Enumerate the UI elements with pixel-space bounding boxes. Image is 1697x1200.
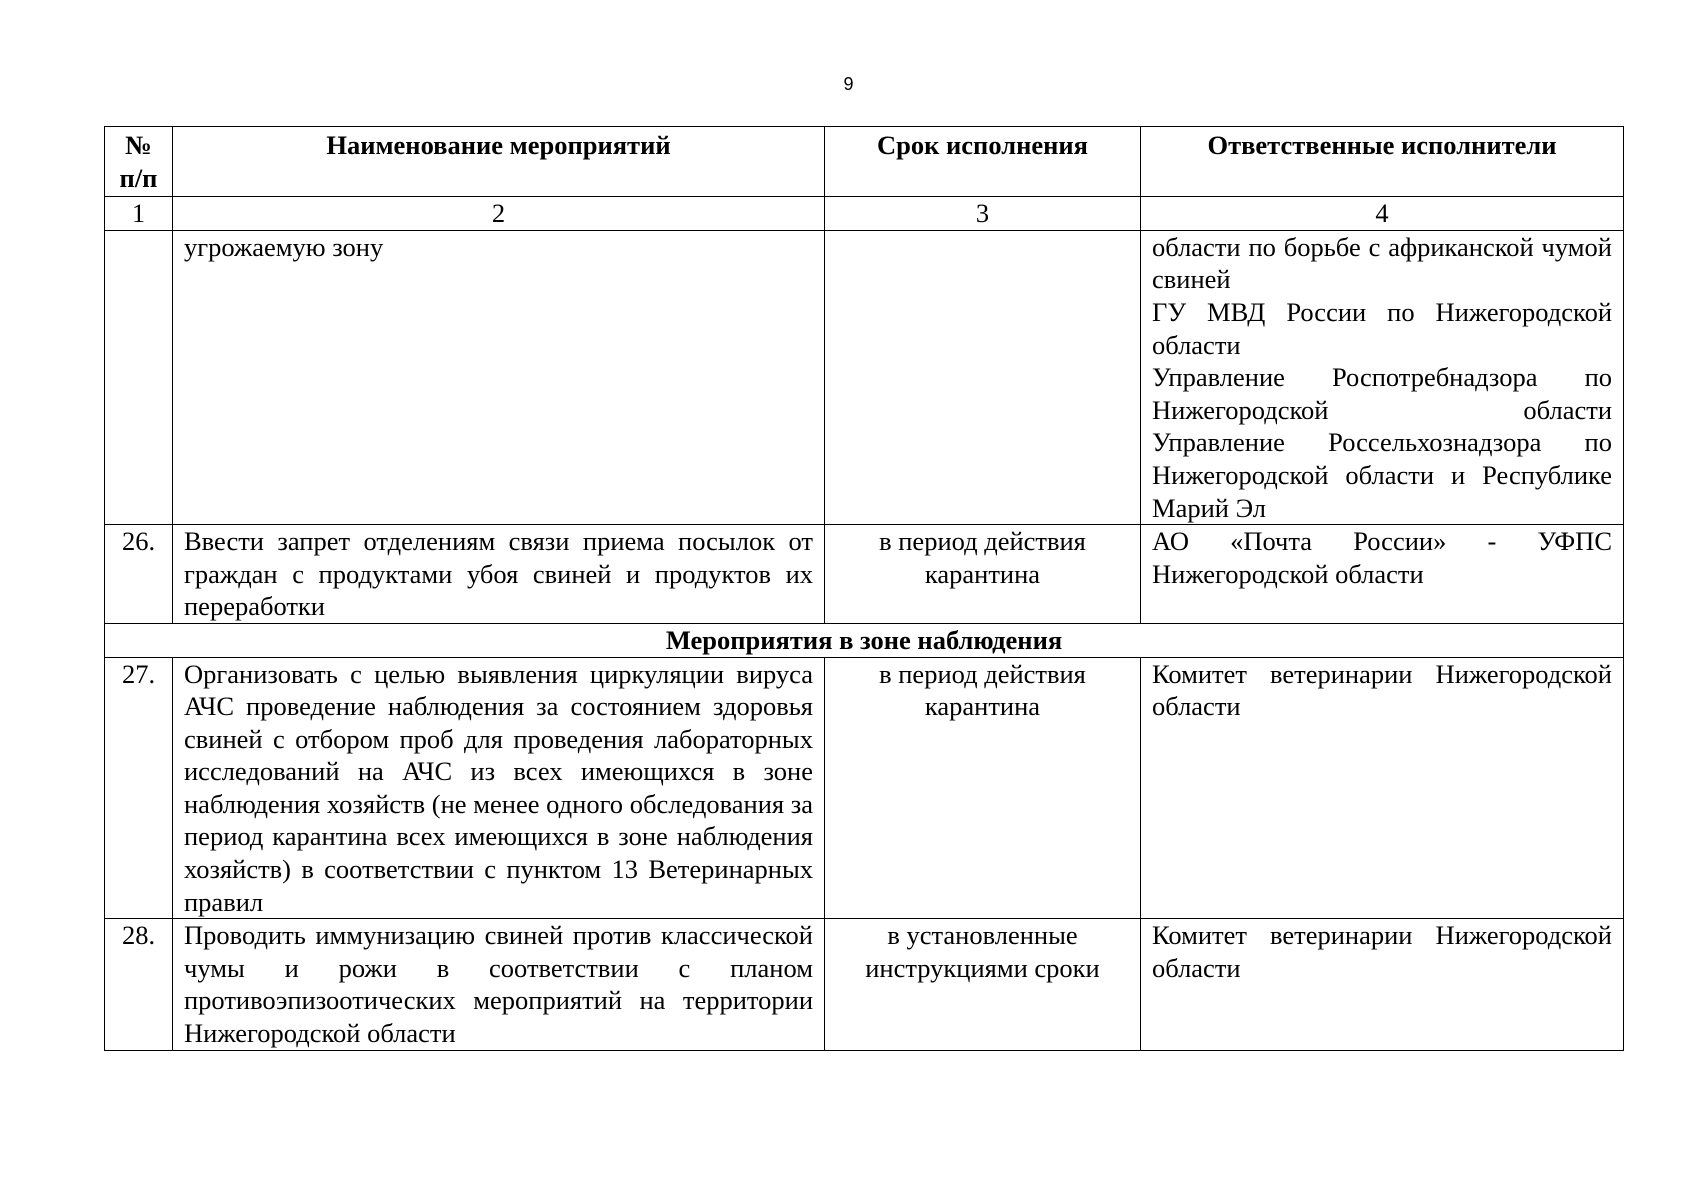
row-number: [105, 230, 173, 524]
row-number: 26.: [105, 525, 173, 624]
column-index-row: [105, 197, 1624, 231]
row-executors: [1141, 919, 1624, 1050]
executor-entry: ГУ МВД России по Нижегородской области: [1152, 296, 1612, 360]
section-title: Мероприятия в зоне наблюдения: [105, 623, 1624, 657]
table-row: [105, 919, 1624, 1050]
section-row: [105, 623, 1624, 657]
page-number: 9: [843, 74, 854, 94]
row-executors: [1141, 230, 1624, 524]
row-executors: [1141, 525, 1624, 624]
column-index-2: 2: [173, 197, 825, 231]
table-header-row: [105, 127, 1624, 197]
row-deadline: в период действия карантина: [825, 657, 1141, 919]
executor-entry: АО «Почта России» - УФПС Нижегородской области: [1152, 526, 1612, 589]
row-deadline: [825, 230, 1141, 524]
row-number: 28.: [105, 919, 173, 1050]
row-deadline: в установленные инструкциями сроки: [825, 919, 1141, 1050]
header-deadline: Срок исполнения: [825, 127, 1141, 197]
executor-entry: Управление Роспотребнадзора по Нижегородской области: [1152, 362, 1612, 425]
column-index-1: 1: [105, 197, 173, 231]
header-number: № п/п: [105, 127, 173, 197]
column-index-3: 3: [825, 197, 1141, 231]
row-deadline: в период действия карантина: [825, 525, 1141, 624]
row-measure-name: Организовать с целью выявления циркуляции вируса АЧС проведение наблюдения за состоянием здоровья свиней с отбором проб для проведения лабораторных исследований на АЧС из всех имеющихся в зоне наблюдения хозяйств (не менее одного обследования за период карантина всех имеющихся в зоне наблюдения хозяйств) в соответствии с пунктом 13 Ветеринарных правил: [173, 657, 825, 919]
table-row: [105, 657, 1624, 919]
measures-table: [104, 126, 1624, 1051]
table-row: [105, 230, 1624, 524]
row-measure-name: Проводить иммунизацию свиней против классической чумы и рожи в соответствии с планом противоэпизоотических мероприятий на территории Нижегородской области: [173, 919, 825, 1050]
column-index-4: 4: [1141, 197, 1624, 231]
executor-entry: области по борьбе с африканской чумой свиней: [1152, 231, 1612, 295]
header-executors: Ответственные исполнители: [1141, 127, 1624, 197]
executor-entry: Управление Россельхознадзора по Нижегородской области и Республике Марий Эл: [1152, 427, 1612, 523]
row-number: 27.: [105, 657, 173, 919]
header-measure-name: Наименование мероприятий: [173, 127, 825, 197]
row-executors: [1141, 657, 1624, 919]
row-measure-name: угрожаемую зону: [173, 230, 825, 524]
table-row: [105, 525, 1624, 624]
executor-entry: Комитет ветеринарии Нижегородской области: [1152, 920, 1612, 983]
row-measure-name: Ввести запрет отделениям связи приема посылок от граждан с продуктами убоя свиней и продуктов их переработки: [173, 525, 825, 624]
executor-entry: Комитет ветеринарии Нижегородской области: [1152, 658, 1612, 722]
